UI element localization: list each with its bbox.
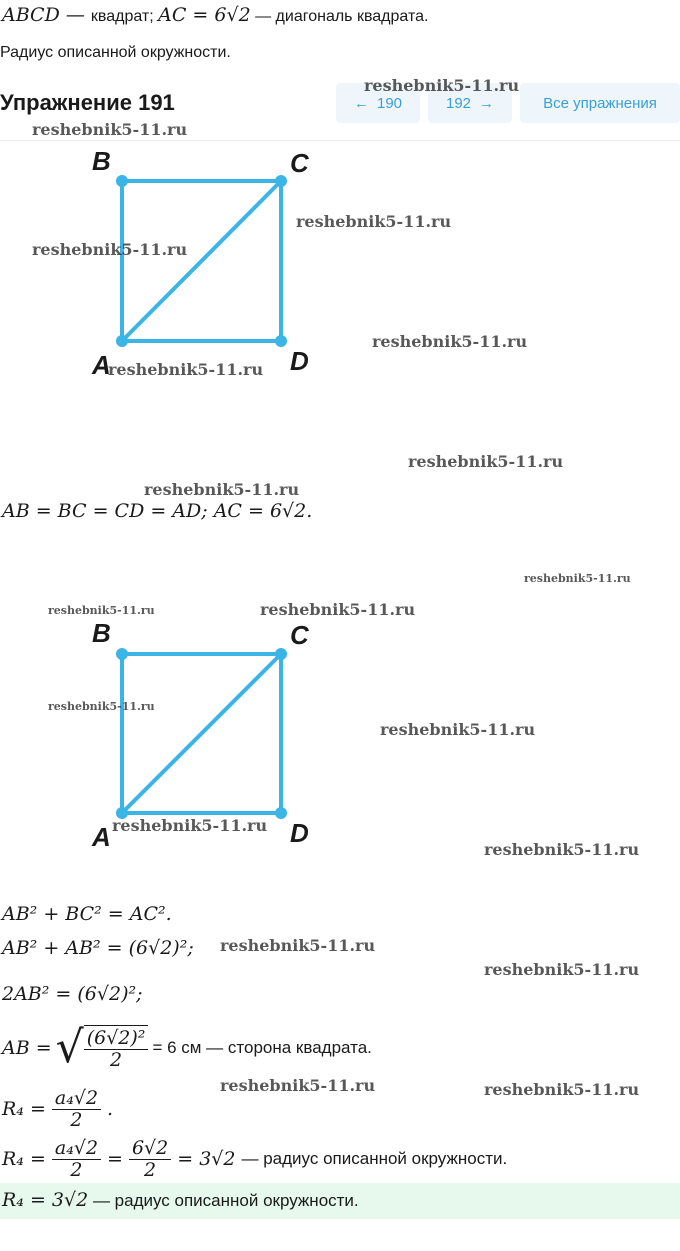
watermark: reshebnik5-11.ru bbox=[484, 1080, 640, 1099]
next-exercise-label: 192 bbox=[445, 94, 472, 112]
condition-line bbox=[2, 4, 428, 26]
eq5-lhs: R₄ = bbox=[2, 1098, 46, 1121]
all-exercises-label: Все упражнения bbox=[543, 94, 657, 112]
equation-side bbox=[2, 1022, 372, 1073]
eq6-result: = 3√2 bbox=[177, 1148, 236, 1171]
next-exercise-button[interactable] bbox=[428, 83, 512, 123]
watermark: reshebnik5-11.ru bbox=[524, 572, 631, 585]
label-a: A bbox=[92, 350, 111, 380]
equation-radius-value bbox=[2, 1138, 507, 1181]
answer-box bbox=[0, 1183, 680, 1219]
eq4-result: = 6 см — сторона квадрата. bbox=[152, 1037, 372, 1057]
eq5-denominator: 2 bbox=[70, 1108, 83, 1131]
eq6-fraction-1 bbox=[52, 1138, 101, 1181]
label-c: C bbox=[290, 148, 309, 178]
watermark: reshebnik5-11.ru bbox=[484, 960, 640, 979]
eq4-denominator: 2 bbox=[110, 1048, 123, 1071]
label-d: D bbox=[290, 346, 309, 376]
condition-diagonal: AC = 6√2 bbox=[158, 4, 251, 26]
eq4-numerator: (6√2)² bbox=[84, 1028, 149, 1050]
condition-text: квадрат; bbox=[90, 8, 159, 25]
diagonal-ac bbox=[122, 181, 281, 341]
point-a-2 bbox=[116, 807, 128, 819]
point-d bbox=[275, 335, 287, 347]
point-b-2 bbox=[116, 648, 128, 660]
watermark: reshebnik5-11.ru bbox=[260, 600, 416, 619]
label-c-2: C bbox=[290, 620, 309, 650]
point-b bbox=[116, 175, 128, 187]
watermark: reshebnik5-11.ru bbox=[48, 700, 155, 713]
eq6-denominator-2: 2 bbox=[144, 1158, 157, 1181]
eq5-numerator: a₄√2 bbox=[52, 1088, 101, 1110]
equality-line: AB = BC = CD = AD; AC = 6√2. bbox=[2, 500, 313, 522]
equation-double: 2AB² = (6√2)²; bbox=[2, 983, 143, 1005]
point-a bbox=[116, 335, 128, 347]
arrow-right-icon: → bbox=[479, 94, 495, 112]
eq4-lhs: AB = bbox=[2, 1036, 52, 1059]
point-c bbox=[275, 175, 287, 187]
eq6-fraction-2 bbox=[129, 1138, 171, 1181]
watermark: reshebnik5-11.ru bbox=[48, 604, 155, 617]
eq5-fraction bbox=[52, 1088, 101, 1131]
diagonal-ac-2 bbox=[122, 654, 281, 813]
equation-substitute: AB² + AB² = (6√2)²; bbox=[2, 937, 194, 959]
page-title: Упражнение 191 bbox=[0, 90, 175, 115]
condition-text-2: — диагональ квадрата. bbox=[250, 8, 429, 25]
eq6-lhs: R₄ = bbox=[2, 1148, 46, 1171]
watermark: reshebnik5-11.ru bbox=[364, 76, 520, 95]
watermark: reshebnik5-11.ru bbox=[220, 936, 376, 955]
condition-math: ABCD — bbox=[2, 4, 91, 26]
prev-exercise-button[interactable] bbox=[336, 83, 420, 123]
watermark: reshebnik5-11.ru bbox=[144, 480, 300, 499]
watermark: reshebnik5-11.ru bbox=[32, 240, 188, 259]
square-figure-1 bbox=[80, 140, 320, 380]
label-a-2: A bbox=[92, 822, 111, 852]
watermark: reshebnik5-11.ru bbox=[380, 720, 536, 739]
answer-line bbox=[2, 1189, 359, 1211]
sqrt-sign-icon: √ bbox=[55, 1022, 84, 1073]
label-d-2: D bbox=[290, 818, 309, 848]
point-c-2 bbox=[275, 648, 287, 660]
label-b: B bbox=[92, 146, 111, 176]
watermark: reshebnik5-11.ru bbox=[112, 816, 268, 835]
square-outline-2 bbox=[122, 654, 281, 813]
eq6-denominator-1: 2 bbox=[70, 1158, 83, 1181]
watermark: reshebnik5-11.ru bbox=[296, 212, 452, 231]
square-figure-2 bbox=[80, 612, 320, 852]
watermark: reshebnik5-11.ru bbox=[484, 840, 640, 859]
eq6-numerator-1: a₄√2 bbox=[52, 1138, 101, 1160]
watermark: reshebnik5-11.ru bbox=[408, 452, 564, 471]
eq6-numerator-2: 6√2 bbox=[129, 1138, 171, 1160]
watermark: reshebnik5-11.ru bbox=[220, 1076, 376, 1095]
watermark: reshebnik5-11.ru bbox=[32, 120, 188, 139]
answer-text: — радиус описанной окружности. bbox=[88, 1191, 359, 1210]
eq6-equals: = bbox=[107, 1148, 123, 1171]
square-outline bbox=[122, 181, 281, 341]
equation-radius-formula bbox=[2, 1088, 113, 1131]
watermark: reshebnik5-11.ru bbox=[372, 332, 528, 351]
point-d-2 bbox=[275, 807, 287, 819]
prev-exercise-label: 190 bbox=[376, 94, 403, 112]
task-text: Радиус описанной окружности. bbox=[0, 44, 231, 61]
all-exercises-button[interactable] bbox=[520, 83, 680, 123]
eq5-period: . bbox=[107, 1098, 114, 1121]
answer-math: R₄ = 3√2 bbox=[2, 1189, 89, 1211]
arrow-left-icon: ← bbox=[353, 94, 369, 112]
eq4-fraction bbox=[84, 1025, 149, 1071]
watermark: reshebnik5-11.ru bbox=[108, 360, 264, 379]
equation-pythagoras: AB² + BC² = AC². bbox=[2, 903, 172, 925]
label-b-2: B bbox=[92, 618, 111, 648]
eq6-text: — радиус описанной окружности. bbox=[241, 1149, 508, 1169]
